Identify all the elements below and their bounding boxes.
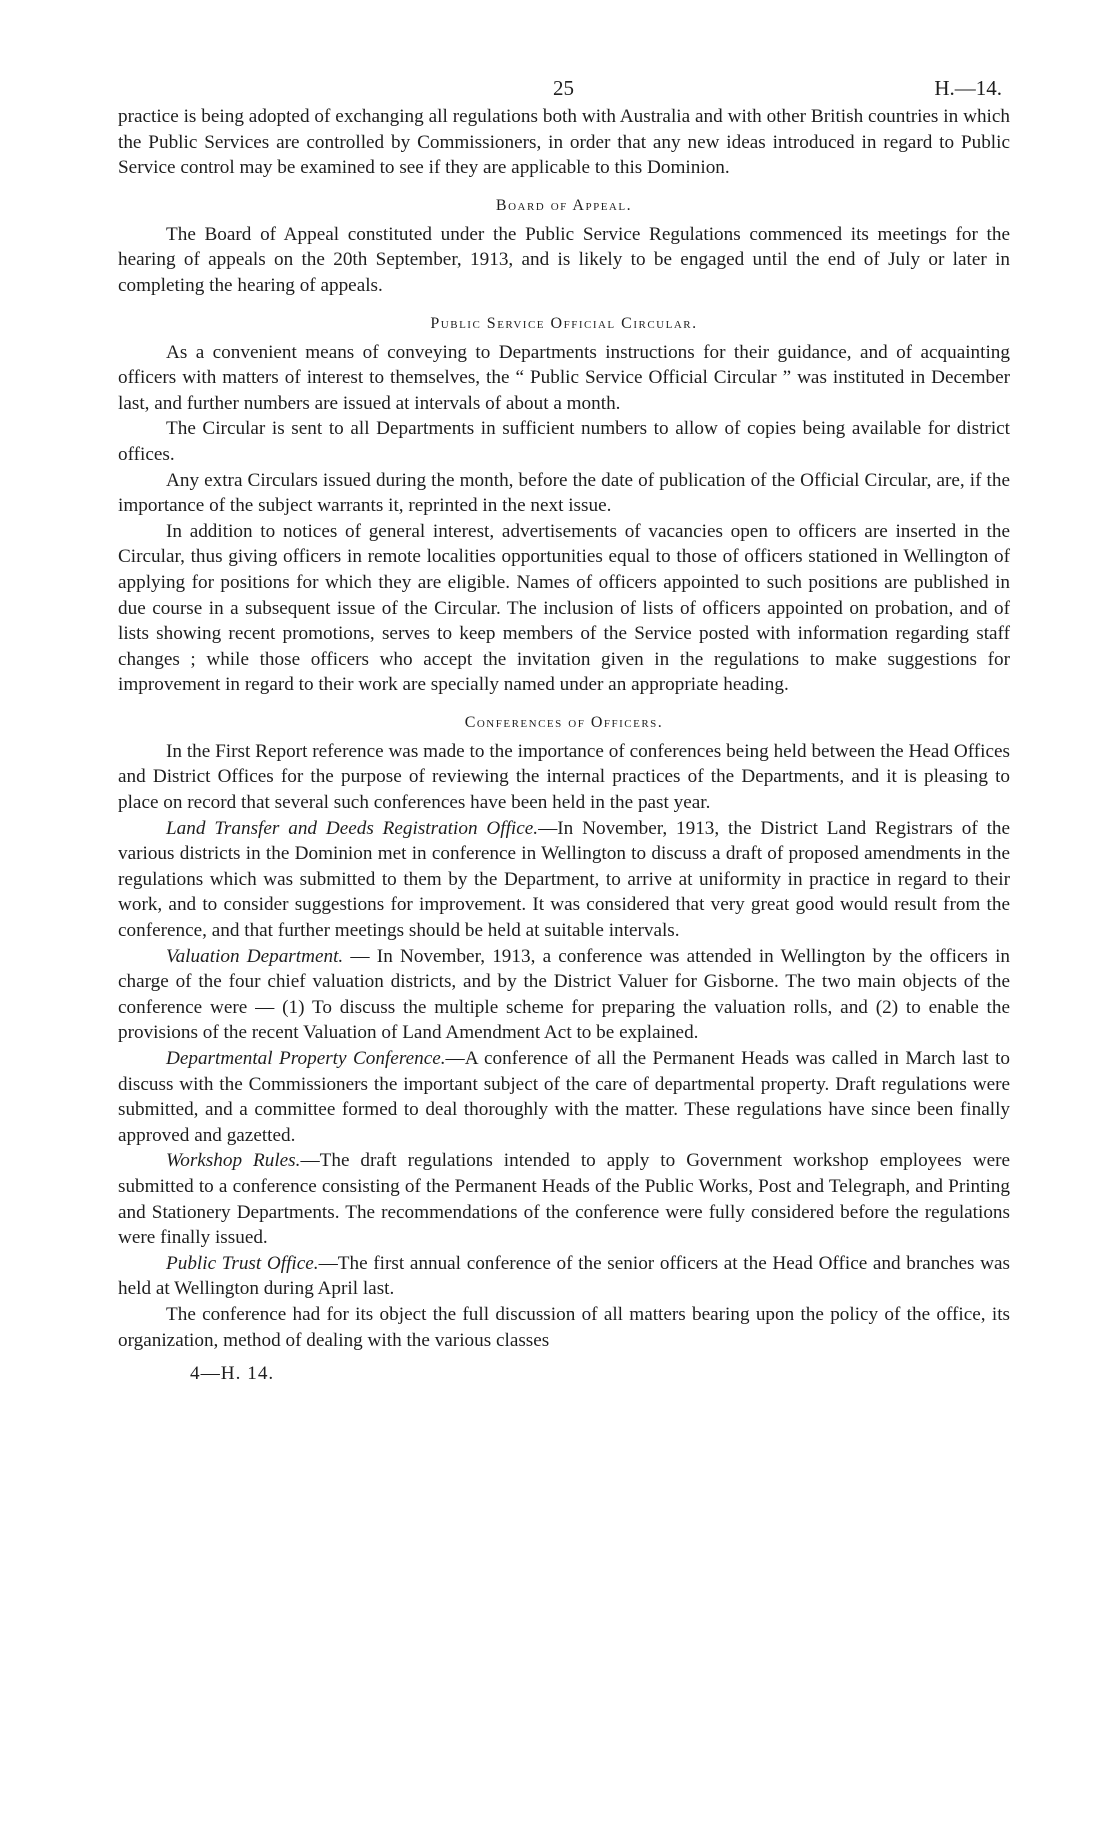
heading-board-of-appeal: Board of Appeal.	[495, 196, 633, 214]
conference-workshop-rules	[118, 1148, 1010, 1250]
conference-text: —The first annual conference of the senior officers at the Head Office and branches was held at Wellington during April last.	[118, 1252, 1010, 1300]
heading-conferences: Conferences of Officers.	[464, 713, 664, 731]
conference-title: Workshop Rules.	[166, 1150, 301, 1172]
conference-text: — In November, 1913, a conference was attended in Wellington by the officers in charge of the four chief valuation districts, and by the District Valuer for Gisborne. The two main objects of the conference were — (1) To discuss the multiple scheme for preparing the valuation rolls, and (2) to enable the provisions of the recent Valuation of Land Amendment Act to be explained.	[118, 945, 1011, 1044]
document-page	[118, 70, 1010, 1385]
conferences-closing: The conference had for its object the full discussion of all matters bearing upon the policy of the office, its organization, method of dealing with the various classes	[118, 1303, 1010, 1351]
conferences-intro: In the First Report reference was made to the importance of conferences being held between the Head Offices and District Offices for the purpose of reviewing the internal practices of the Departments, and it is pleasing to place on record that several such conferences have been held in the past year.	[118, 740, 1010, 814]
conference-title: Departmental Property Conference.	[166, 1048, 446, 1069]
circular-paragraph-2: The Circular is sent to all Departments in sufficient numbers to allow of copies being available for district offices.	[118, 418, 1010, 465]
conference-text: —In November, 1913, the District Land Registrars of the various districts in the Dominion met in conference in Wellington to discuss a draft of proposed amendments in the regulations which was submitted to them by the Department, to arrive at uniformity in practice in regard to their work, and to consider suggestions for improvement. It was considered that very great good would result from the conference, and that further meetings should be held at suitable intervals.	[118, 817, 1011, 942]
conference-title: Public Trust Office.	[166, 1252, 319, 1274]
running-header	[118, 70, 1010, 104]
intro-paragraph: practice is being adopted of exchanging all regulations both with Australia and with other British countries in which the Public Services are controlled by Commissioners, in order that any new ideas introduced in regard to Public Service control may be examined to see if they are applicable to this Dominion.	[118, 106, 1010, 179]
conference-land-transfer	[118, 816, 1010, 944]
circular-paragraph-4: In addition to notices of general interest, advertisements of vacancies open to officers are inserted in the Circular, thus giving officers in remote localities opportunities equal to those of officers stationed in Wellington of applying for positions for which they are eligible. Names of officers appointed to such positions are published in due course in a subsequent issue of the Circular. The inclusion of lists of officers appointed on probation, and of lists showing recent promotions, serves to keep members of the Service posted with information regarding staff changes ; while those officers who accept the invitation given in the regulations to make suggestions for improvement in regard to their work are specially named under an appropriate heading.	[118, 520, 1010, 696]
conference-valuation	[118, 944, 1010, 1046]
conference-title: Valuation Department.	[166, 945, 344, 967]
circular-paragraph-3: Any extra Circulars issued during the month, before the date of publication of the Official Circular, are, if the importance of the subject warrants it, reprinted in the next issue.	[118, 469, 1010, 517]
circular-paragraph-1: As a convenient means of conveying to Departments instructions for their guidance, and of acquainting officers with matters of interest to themselves, the “ Public Service Official Circular ” was instituted in December last, and further numbers are issued at intervals of about a month.	[118, 341, 1010, 414]
conference-text: —The draft regulations intended to apply to Government workshop employees were submitted to a conference consisting of the Permanent Heads of the Public Works, Post and Telegraph, and Printing and Stationery Departments. The recommendations of the conference were fully considered before the regulations were finally issued.	[118, 1150, 1010, 1249]
conference-departmental-property	[118, 1046, 1010, 1148]
report-code: H.—14.	[934, 76, 1002, 100]
heading-official-circular: Public Service Official Circular.	[430, 314, 698, 332]
conference-text: —A conference of all the Permanent Heads was called in March last to discuss with the Commissioners the important subject of the care of departmental property. Draft regulations were submitted, and a committee formed to deal thoroughly with the matter. These regulations have since been finally approved and gazetted.	[118, 1048, 1010, 1146]
conference-title: Land Transfer and Deeds Registration Office.	[166, 817, 539, 839]
page-number: 25	[553, 76, 574, 100]
board-of-appeal-paragraph: The Board of Appeal constituted under the Public Service Regulations commenced its meetings for the hearing of appeals on the 20th September, 1913, and is likely to be engaged until the end of July or later in completing the hearing of appeals.	[118, 223, 1010, 296]
conference-public-trust	[118, 1251, 1010, 1302]
signature-mark: 4—H. 14.	[190, 1363, 275, 1385]
